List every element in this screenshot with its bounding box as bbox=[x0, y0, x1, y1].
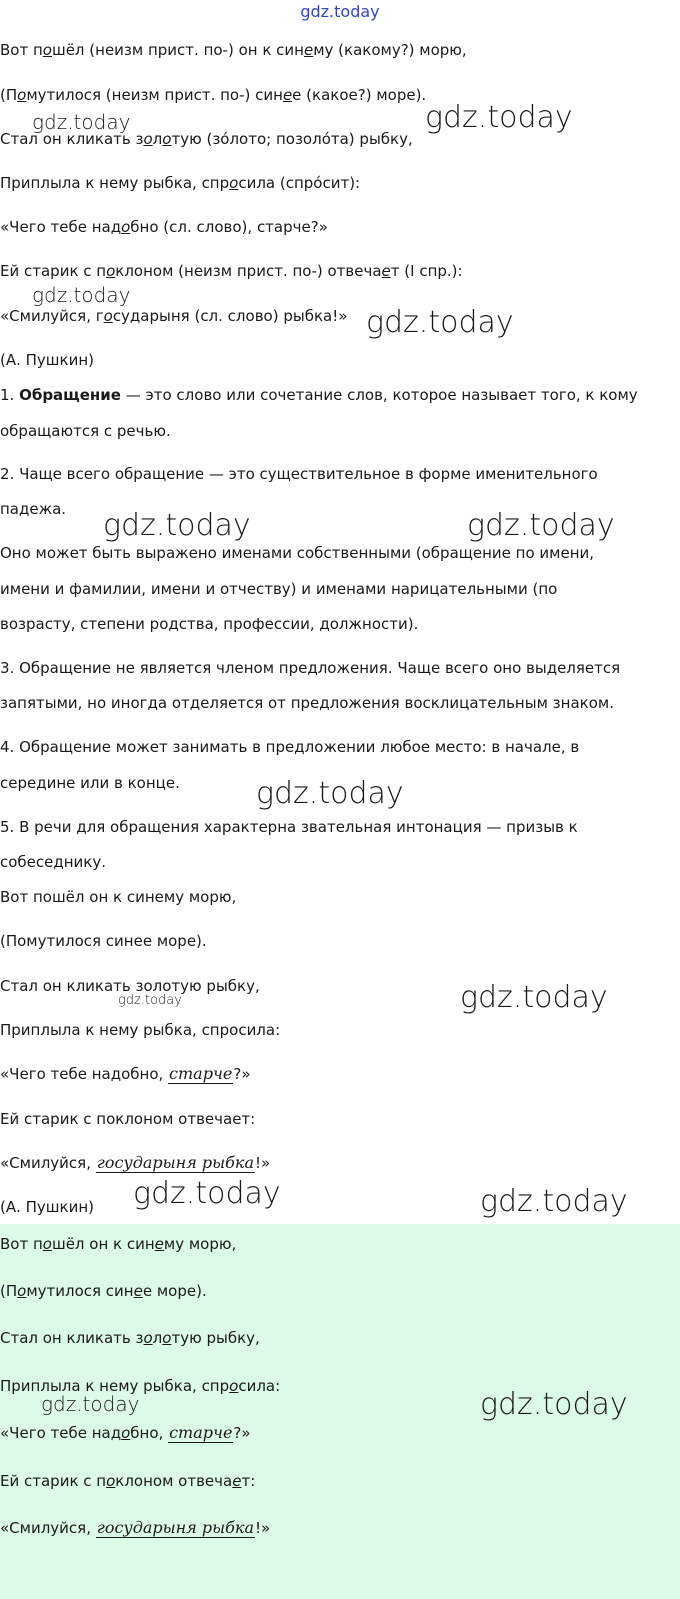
address-word: старче bbox=[169, 1423, 233, 1442]
task-line-4: Приплыла к нему рыбка, спросила (спрóсит): bbox=[0, 174, 361, 192]
answer-line-2: (Помутилося синее море). bbox=[0, 1282, 207, 1300]
task-author: (А. Пушкин) bbox=[0, 351, 94, 369]
theory-p2-line-c: Оно может быть выражено именами собственными (обращение по имени, bbox=[0, 544, 595, 562]
theory-p4-line-b: середине или в конце. bbox=[0, 774, 180, 792]
poem-line-2: (Помутилося синее море). bbox=[0, 932, 207, 950]
answer-line-3: Стал он кликать золотую рыбку, bbox=[0, 1329, 260, 1347]
theory-p1-line-a: 1. Обращение — это слово или сочетание слов, которое называет того, к кому bbox=[0, 386, 638, 404]
watermark: gdz.today bbox=[133, 1176, 281, 1211]
address-word: старче bbox=[169, 1064, 233, 1083]
address-word: государыня рыбка bbox=[96, 1518, 255, 1537]
watermark: gdz.today bbox=[467, 508, 615, 543]
watermark: gdz.today bbox=[32, 110, 131, 134]
watermark: gdz.today bbox=[480, 1387, 628, 1422]
address-word: государыня рыбка bbox=[96, 1153, 255, 1172]
theory-p5-line-b: собеседнику. bbox=[0, 853, 107, 871]
answer-line-5: «Чего тебе надобно, старче?» bbox=[0, 1423, 251, 1442]
theory-p2-line-b: падежа. bbox=[0, 500, 67, 518]
poem-line-1: Вот пошёл он к синему морю, bbox=[0, 888, 237, 906]
theory-p3-line-a: 3. Обращение не является членом предложения. Чаще всего оно выделяется bbox=[0, 659, 621, 677]
poem-line-5: «Чего тебе надобно, старче?» bbox=[0, 1064, 251, 1083]
task-line-6: Ей старик с поклоном (неизм прист. по-) отвечает (I спр.): bbox=[0, 262, 463, 280]
poem-line-7: «Смилуйся, государыня рыбка!» bbox=[0, 1153, 271, 1172]
theory-p2-line-a: 2. Чаще всего обращение — это существительное в форме именительного bbox=[0, 465, 598, 483]
watermark: gdz.today bbox=[118, 993, 182, 1008]
watermark: gdz.today bbox=[366, 305, 514, 340]
theory-p1-line-b: обращаются с речью. bbox=[0, 422, 171, 440]
answer-line-4: Приплыла к нему рыбка, спросила: bbox=[0, 1377, 281, 1395]
theory-p4-line-a: 4. Обращение может занимать в предложении любое место: в начале, в bbox=[0, 738, 580, 756]
watermark: gdz.today bbox=[41, 1392, 140, 1416]
watermark: gdz.today bbox=[103, 508, 251, 543]
answer-line-1: Вот пошёл он к синему морю, bbox=[0, 1235, 237, 1253]
theory-p3-line-b: запятыми, но иногда отделяется от предложения восклицательным знаком. bbox=[0, 694, 614, 712]
site-header-link[interactable]: gdz.today bbox=[300, 2, 380, 21]
theory-p2-line-e: возрасту, степени родства, профессии, должности). bbox=[0, 615, 419, 633]
watermark: gdz.today bbox=[256, 776, 404, 811]
task-line-7: «Смилуйся, государыня (сл. слово) рыбка!» bbox=[0, 307, 348, 325]
poem-author: (А. Пушкин) bbox=[0, 1198, 94, 1216]
watermark: gdz.today bbox=[480, 1184, 628, 1219]
task-line-3: Стал он кликать золотую (зóлото; позолóта) рыбку, bbox=[0, 130, 413, 148]
theory-p5-line-a: 5. В речи для обращения характерна звательная интонация — призыв к bbox=[0, 818, 578, 836]
watermark: gdz.today bbox=[32, 283, 131, 307]
poem-line-6: Ей старик с поклоном отвечает: bbox=[0, 1110, 256, 1128]
watermark: gdz.today bbox=[460, 980, 608, 1015]
task-line-5: «Чего тебе надобно (сл. слово), старче?» bbox=[0, 218, 328, 236]
poem-line-3: Стал он кликать золотую рыбку, bbox=[0, 977, 260, 995]
watermark: gdz.today bbox=[425, 100, 573, 135]
theory-p2-line-d: имени и фамилии, имени и отчеству) и именами нарицательными (по bbox=[0, 580, 558, 598]
task-line-2: (Помутилося (неизм прист. по-) синее (какое?) море). bbox=[0, 86, 427, 104]
task-line-1: Вот пошёл (неизм прист. по-) он к синему (какому?) морю, bbox=[0, 41, 467, 59]
answer-line-7: «Смилуйся, государыня рыбка!» bbox=[0, 1518, 271, 1537]
poem-line-4: Приплыла к нему рыбка, спросила: bbox=[0, 1021, 281, 1039]
answer-line-6: Ей старик с поклоном отвечает: bbox=[0, 1472, 256, 1490]
